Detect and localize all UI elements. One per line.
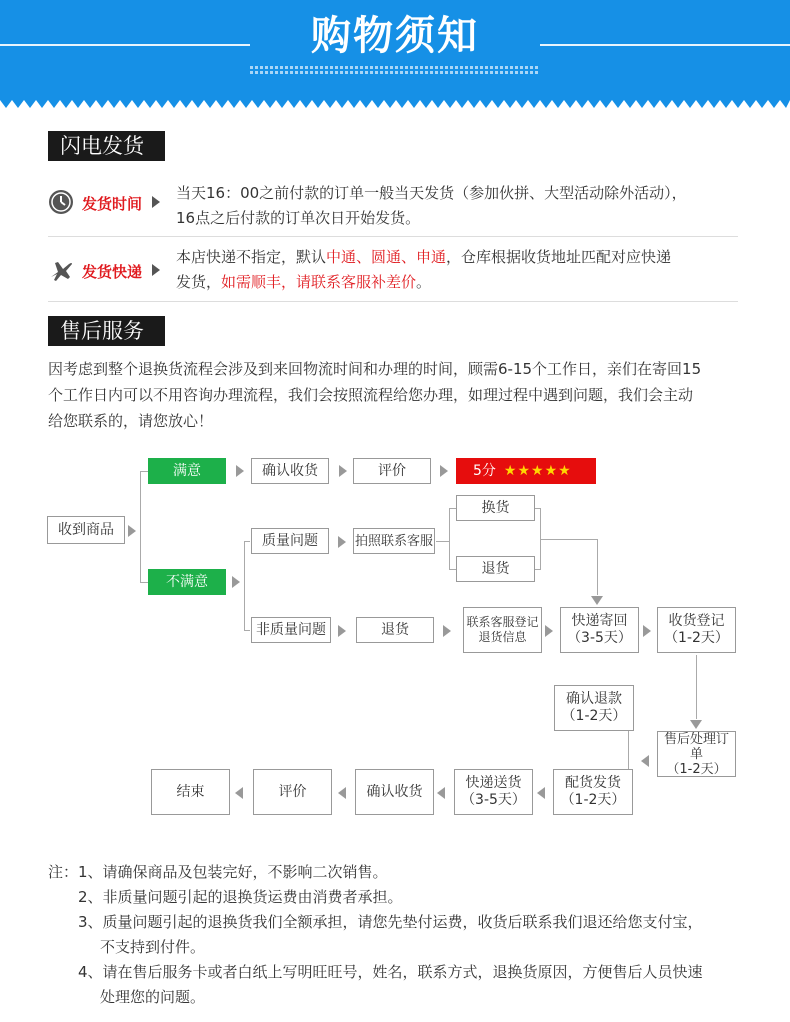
aftersale-line2: 个工作日内可以不用咨询办理流程，我们会按照流程给您办理，如理过程中遇到问题，我们会主动 (48, 386, 694, 404)
flow-receipt-register (657, 607, 736, 653)
connector (244, 541, 250, 542)
process-line2: （1-2天） (666, 761, 727, 777)
connector (449, 569, 456, 570)
note-3b: 不支持到付件。 (100, 938, 206, 956)
score-label: 5分 (473, 462, 496, 479)
shipping-express-arrow (152, 264, 160, 276)
receipt-line1: 收货登记 (668, 613, 725, 629)
flow-confirm-receipt-final: 确认收货 (355, 769, 434, 815)
airplane-icon (48, 257, 74, 283)
shipping-time-arrow (152, 196, 160, 208)
ship-line2: （1-2天） (560, 792, 626, 808)
arrow-left (537, 787, 545, 799)
flow-process-order (657, 731, 736, 777)
arrow-down (690, 720, 702, 729)
flow-exchange: 换货 (456, 495, 535, 521)
shipping-time-line1: 当天16：00之前付款的订单一般当天发货（参加伙拼、大型活动除外活动）， (176, 184, 687, 202)
flow-review: 评价 (353, 458, 431, 484)
note-3a: 3、质量问题引起的退换货我们全额承担，请您先垫付运费，收货后联系我们退还给您支付宝， (78, 913, 703, 931)
express-text-f: 。 (416, 273, 432, 291)
connector (436, 541, 449, 542)
note-2: 2、非质量问题引起的退换货运费由消费者承担。 (78, 888, 403, 906)
shipping-time-key: 发货时间 (82, 195, 143, 213)
flow-confirm-receipt: 确认收货 (251, 458, 329, 484)
receipt-line2: （1-2天） (664, 630, 729, 646)
connector (449, 508, 456, 509)
section-label-aftersale: 售后服务 (48, 316, 165, 346)
mailback-line1: 快递寄回 (571, 613, 628, 629)
aftersale-line1: 因考虑到整个退换货流程会涉及到来回物流时间和办理的时间，顾需6-15个工作日，亲们在寄回15 (48, 360, 702, 378)
mailback-line2: （3-5天） (567, 630, 632, 646)
connector (535, 508, 541, 509)
flow-mail-back (560, 607, 639, 653)
flow-review-final: 评价 (253, 769, 332, 815)
note-4a: 4、请在售后服务卡或者白纸上写明旺旺号，姓名，联系方式，退换货原因，方便售后人员快速 (78, 963, 703, 981)
express-couriers: 中通、圆通、申通 (326, 248, 447, 266)
flow-end: 结束 (151, 769, 230, 815)
arrow-right (440, 465, 448, 477)
aftersale-line3: 给您联系的，请您放心！ (48, 412, 214, 430)
flow-five-star (456, 458, 596, 484)
arrow-right (232, 576, 240, 588)
note-4b: 处理您的问题。 (100, 988, 206, 1006)
arrow-right (339, 465, 347, 477)
connector (140, 471, 141, 583)
refund-line1: 确认退款 (566, 691, 622, 707)
flow-return-quality: 退货 (456, 556, 535, 582)
star-icons: ★★★★★ (503, 462, 572, 479)
shipping-express-text (176, 245, 756, 295)
flow-return-nonquality: 退货 (356, 617, 434, 643)
flow-non-quality: 非质量问题 (251, 617, 331, 643)
aftersale-paragraph (48, 356, 748, 434)
arrow-right (128, 525, 136, 537)
arrow-right (443, 625, 451, 637)
connector (696, 655, 697, 719)
arrow-right (338, 536, 346, 548)
connector (535, 569, 541, 570)
connector (140, 471, 148, 472)
arrow-right (545, 625, 553, 637)
arrow-left (235, 787, 243, 799)
flow-satisfied: 满意 (148, 458, 226, 484)
banner-decoration (250, 64, 540, 76)
notes (48, 860, 768, 1010)
connector (540, 539, 598, 540)
connector (244, 630, 250, 631)
express-text-d: 发货， (176, 273, 222, 291)
arrow-right (643, 625, 651, 637)
banner-zigzag-edge (0, 94, 790, 108)
register-line2: 退货信息 (478, 630, 527, 644)
shipping-time-text (176, 181, 756, 231)
section-label-shipping: 闪电发货 (48, 131, 165, 161)
flow-express-delivery (454, 769, 533, 815)
flow-quality-issue: 质量问题 (251, 528, 329, 554)
shipping-time-line2: 16点之后付款的订单次日开始发货。 (176, 209, 421, 227)
express-text-a: 本店快递不指定，默认 (176, 248, 327, 266)
banner-title: 购物须知 (311, 13, 479, 59)
express-sf-note: 如需顺丰，请联系客服补差价 (221, 273, 417, 291)
flow-confirm-refund (554, 685, 634, 731)
refund-line2: （1-2天） (561, 708, 627, 724)
arrow-left (641, 755, 649, 767)
connector (140, 582, 148, 583)
divider-2 (48, 301, 738, 302)
flow-ship-goods (553, 769, 633, 815)
flow-photo-contact: 拍照联系客服 (353, 528, 435, 554)
ship-line1: 配货发货 (565, 775, 621, 791)
note-1: 注：1、请确保商品及包装完好，不影响二次销售。 (48, 863, 388, 881)
delivery-line2: （3-5天） (461, 792, 526, 808)
process-line1: 售后处理订单 (663, 731, 729, 762)
connector (244, 541, 245, 631)
express-text-c: ，仓库根据收货地址匹配对应快递 (446, 248, 672, 266)
shipping-express-line2 (176, 270, 756, 295)
flow-unsatisfied: 不满意 (148, 569, 226, 595)
arrow-left (338, 787, 346, 799)
shipping-express-line1 (176, 245, 756, 270)
flow-receive: 收到商品 (47, 516, 125, 544)
arrow-down (591, 596, 603, 605)
arrow-left (437, 787, 445, 799)
connector (597, 539, 598, 595)
connector (449, 508, 450, 570)
clock-icon (48, 189, 74, 215)
arrow-right (338, 625, 346, 637)
divider-1 (48, 236, 738, 237)
delivery-line1: 快递送货 (465, 775, 522, 791)
header-banner (0, 0, 790, 108)
register-line1: 联系客服登记 (466, 615, 539, 629)
shipping-express-key: 发货快递 (82, 263, 143, 281)
arrow-right (236, 465, 244, 477)
flow-register-return (463, 607, 542, 653)
